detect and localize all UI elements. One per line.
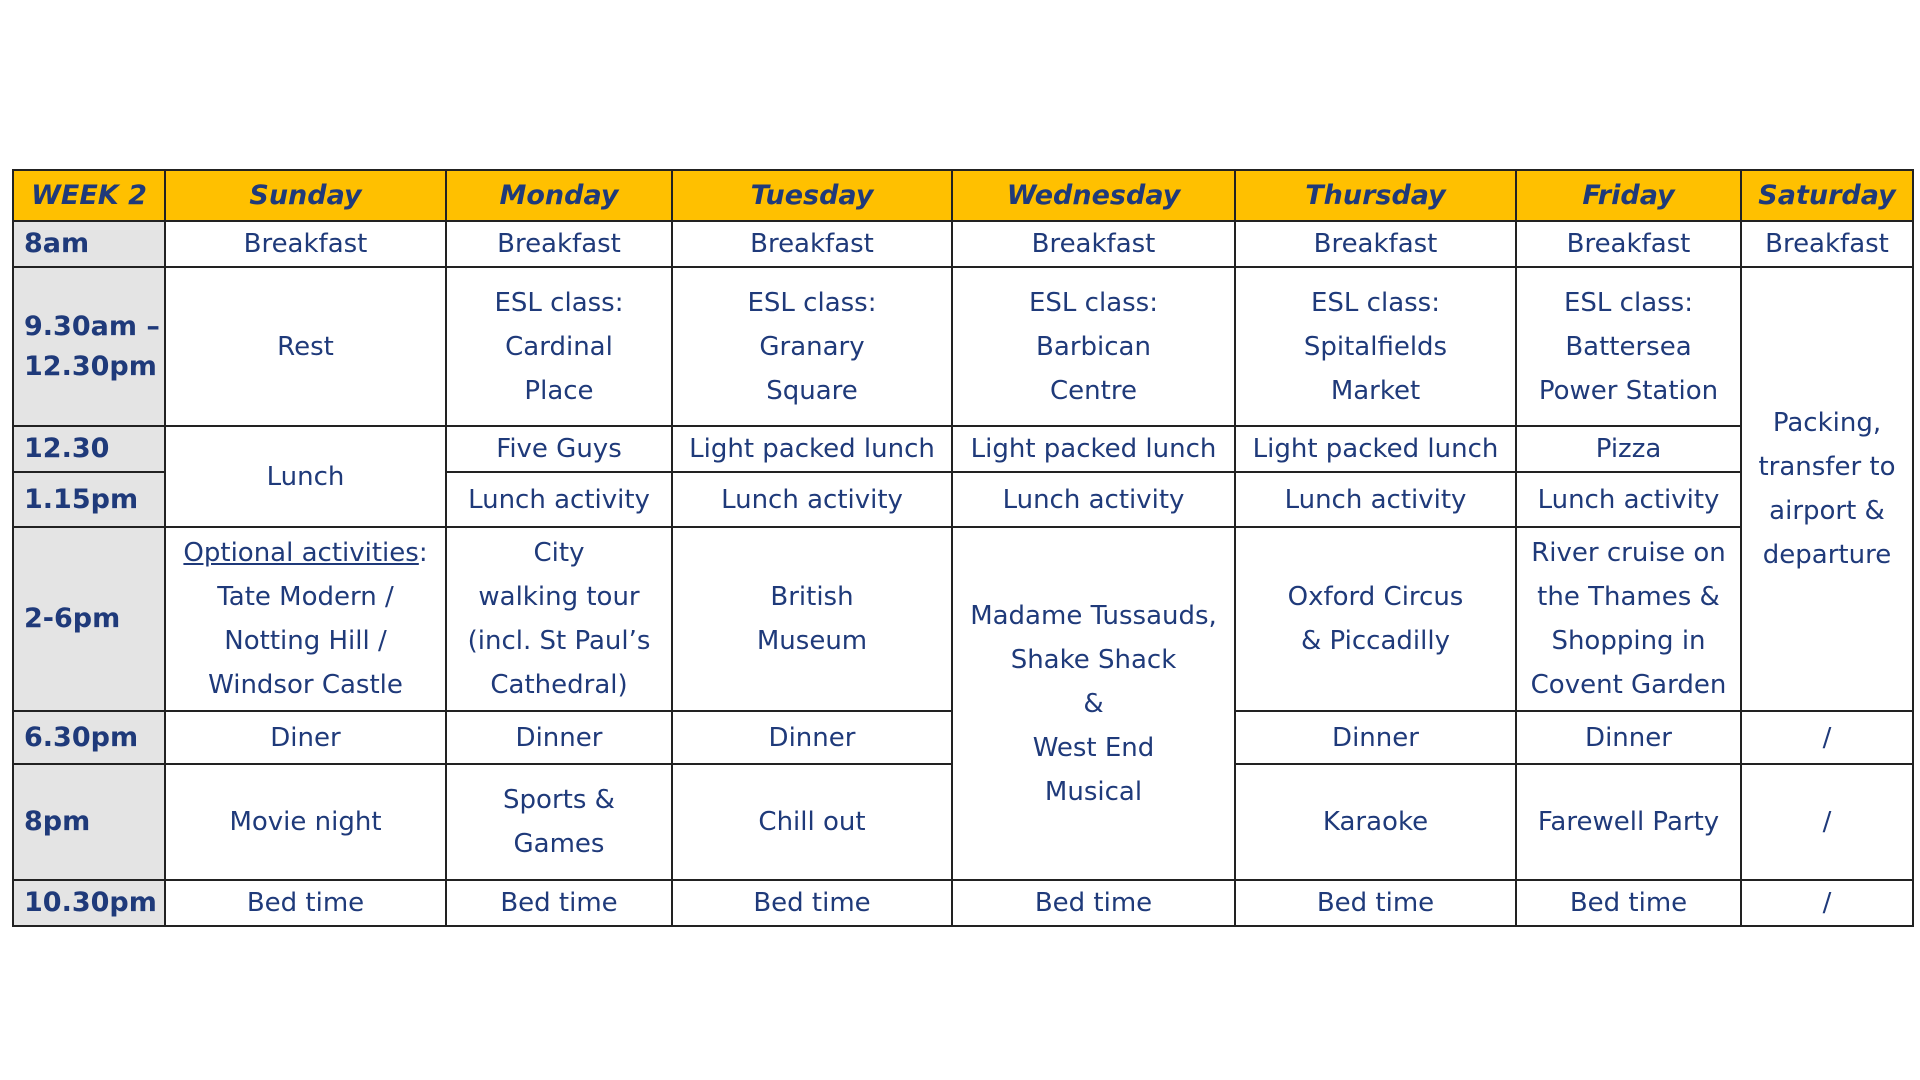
optional-activities-label: Optional activities	[183, 538, 419, 568]
cell-evening-saturday: /	[1741, 764, 1913, 880]
cell-lunch-tuesday: Light packed lunch	[672, 426, 952, 472]
cell-dinner-tuesday: Dinner	[672, 711, 952, 764]
cell-morning-sunday: Rest	[165, 267, 446, 426]
cell-afternoon-monday: City walking tour (incl. St Paul’s Cathedral)	[446, 527, 672, 711]
cell-lunch-friday: Pizza	[1516, 426, 1741, 472]
cell-lunch-wednesday: Light packed lunch	[952, 426, 1235, 472]
cell-morning-tuesday: ESL class: Granary Square	[672, 267, 952, 426]
cell-bedtime-tuesday: Bed time	[672, 880, 952, 926]
week2-schedule-table	[12, 169, 1914, 927]
cell-evening-monday: Sports & Games	[446, 764, 672, 880]
cell-lunch-sunday: Lunch	[165, 426, 446, 527]
cell-dinner-monday: Dinner	[446, 711, 672, 764]
cell-morning-thursday: ESL class: Spitalfields Market	[1235, 267, 1516, 426]
day-monday: Monday	[446, 170, 672, 221]
day-friday: Friday	[1516, 170, 1741, 221]
time-8pm: 8pm	[13, 764, 165, 880]
row-afternoon	[13, 527, 1913, 711]
cell-bedtime-thursday: Bed time	[1235, 880, 1516, 926]
cell-bedtime-wednesday: Bed time	[952, 880, 1235, 926]
cell-breakfast-sunday: Breakfast	[165, 221, 446, 267]
cell-evening-thursday: Karaoke	[1235, 764, 1516, 880]
week-label: WEEK 2	[13, 170, 165, 221]
time-1030pm: 10.30pm	[13, 880, 165, 926]
time-115pm: 1.15pm	[13, 472, 165, 527]
cell-lunch-activity-tuesday: Lunch activity	[672, 472, 952, 527]
cell-morning-wednesday: ESL class: Barbican Centre	[952, 267, 1235, 426]
row-morning	[13, 267, 1913, 426]
cell-dinner-saturday: /	[1741, 711, 1913, 764]
cell-morning-monday: ESL class: Cardinal Place	[446, 267, 672, 426]
cell-wednesday-afternoon-evening: Madame Tussauds, Shake Shack & West End Musical	[952, 527, 1235, 880]
cell-breakfast-wednesday: Breakfast	[952, 221, 1235, 267]
day-wednesday: Wednesday	[952, 170, 1235, 221]
cell-lunch-activity-friday: Lunch activity	[1516, 472, 1741, 527]
cell-bedtime-monday: Bed time	[446, 880, 672, 926]
time-morning: 9.30am – 12.30pm	[13, 267, 165, 426]
day-saturday: Saturday	[1741, 170, 1913, 221]
time-2to6pm: 2-6pm	[13, 527, 165, 711]
time-8am: 8am	[13, 221, 165, 267]
optional-activities-colon: :	[418, 538, 428, 568]
cell-afternoon-tuesday: British Museum	[672, 527, 952, 711]
cell-lunch-thursday: Light packed lunch	[1235, 426, 1516, 472]
cell-morning-friday: ESL class: Battersea Power Station	[1516, 267, 1741, 426]
cell-afternoon-sunday	[165, 527, 446, 711]
cell-saturday-departure: Packing, transfer to airport & departure	[1741, 267, 1913, 711]
time-1230: 12.30	[13, 426, 165, 472]
row-8am	[13, 221, 1913, 267]
cell-afternoon-friday: River cruise on the Thames & Shopping in Covent Garden	[1516, 527, 1741, 711]
cell-lunch-activity-wednesday: Lunch activity	[952, 472, 1235, 527]
header-row	[13, 170, 1913, 221]
cell-breakfast-saturday: Breakfast	[1741, 221, 1913, 267]
cell-lunch-activity-monday: Lunch activity	[446, 472, 672, 527]
cell-lunch-activity-thursday: Lunch activity	[1235, 472, 1516, 527]
cell-breakfast-tuesday: Breakfast	[672, 221, 952, 267]
day-thursday: Thursday	[1235, 170, 1516, 221]
cell-dinner-thursday: Dinner	[1235, 711, 1516, 764]
cell-dinner-sunday: Diner	[165, 711, 446, 764]
cell-bedtime-sunday: Bed time	[165, 880, 446, 926]
cell-lunch-monday: Five Guys	[446, 426, 672, 472]
cell-evening-friday: Farewell Party	[1516, 764, 1741, 880]
row-1230	[13, 426, 1913, 472]
cell-breakfast-thursday: Breakfast	[1235, 221, 1516, 267]
row-1030pm	[13, 880, 1913, 926]
day-tuesday: Tuesday	[672, 170, 952, 221]
cell-bedtime-saturday: /	[1741, 880, 1913, 926]
cell-bedtime-friday: Bed time	[1516, 880, 1741, 926]
cell-breakfast-friday: Breakfast	[1516, 221, 1741, 267]
day-sunday: Sunday	[165, 170, 446, 221]
cell-breakfast-monday: Breakfast	[446, 221, 672, 267]
time-630pm: 6.30pm	[13, 711, 165, 764]
optional-activities-list: Tate Modern / Notting Hill / Windsor Castle	[208, 582, 403, 700]
cell-evening-sunday: Movie night	[165, 764, 446, 880]
cell-afternoon-thursday: Oxford Circus & Piccadilly	[1235, 527, 1516, 711]
cell-dinner-friday: Dinner	[1516, 711, 1741, 764]
cell-evening-tuesday: Chill out	[672, 764, 952, 880]
